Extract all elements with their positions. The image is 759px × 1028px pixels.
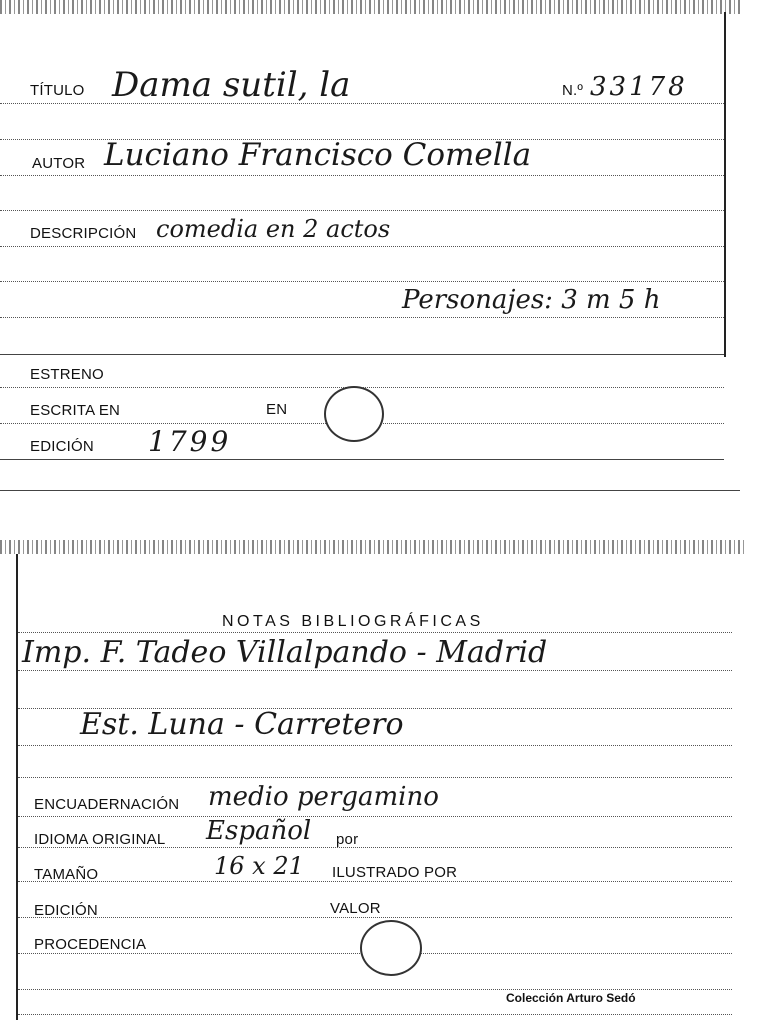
rule-personajes bbox=[0, 317, 724, 318]
notas-heading: NOTAS BIBLIOGRÁFICAS bbox=[222, 613, 484, 630]
titulo-label: TÍTULO bbox=[30, 82, 85, 99]
encuadernacion-label: ENCUADERNACIÓN bbox=[34, 796, 180, 813]
personajes-note: Personajes: 3 m 5 h bbox=[402, 285, 661, 315]
scan-edge-top bbox=[0, 540, 745, 554]
card-left-edge bbox=[16, 554, 18, 1020]
rule-edicion bbox=[0, 459, 724, 460]
rule-2 bbox=[0, 210, 724, 211]
numero-value: 33178 bbox=[590, 72, 688, 102]
procedencia-label: PROCEDENCIA bbox=[34, 936, 147, 953]
card-bottom-edge bbox=[0, 490, 740, 491]
rule-nota-2 bbox=[18, 745, 732, 746]
rule-titulo bbox=[0, 103, 724, 104]
rule-descripcion bbox=[0, 246, 724, 247]
idioma-label: IDIOMA ORIGINAL bbox=[34, 831, 166, 848]
encuadernacion-value: medio pergamino bbox=[208, 782, 439, 812]
autor-label: AUTOR bbox=[32, 155, 86, 172]
nota-1: Imp. F. Tadeo Villalpando - Madrid bbox=[22, 635, 548, 670]
edicion-value: 1799 bbox=[148, 425, 232, 458]
rule-6 bbox=[18, 777, 732, 778]
edicion-label: EDICIÓN bbox=[30, 438, 94, 455]
rule-heading bbox=[18, 632, 732, 633]
catalog-card-back bbox=[0, 540, 745, 1028]
rule-autor bbox=[0, 175, 724, 176]
numero-label: N.º bbox=[562, 82, 584, 99]
escrita-en-label: ESCRITA EN bbox=[30, 402, 121, 419]
nota-2: Est. Luna - Carretero bbox=[80, 707, 404, 742]
punch-hole bbox=[324, 386, 384, 442]
idioma-value: Español bbox=[206, 816, 312, 846]
rule-8 bbox=[18, 1014, 732, 1015]
en-label: EN bbox=[266, 401, 288, 418]
descripcion-value: comedia en 2 actos bbox=[156, 215, 391, 243]
valor-label: VALOR bbox=[330, 900, 381, 917]
por-label: por bbox=[336, 831, 359, 848]
punch-hole bbox=[360, 920, 422, 976]
coleccion-footer: Colección Arturo Sedó bbox=[506, 991, 636, 1005]
card-right-edge bbox=[724, 12, 726, 357]
rule-3 bbox=[0, 281, 724, 282]
titulo-value: Dama sutil, la bbox=[112, 65, 351, 105]
rule-tamano bbox=[18, 881, 732, 882]
rule-encuadernacion bbox=[18, 816, 732, 817]
descripcion-label: DESCRIPCIÓN bbox=[30, 225, 137, 242]
scan-edge-top bbox=[0, 0, 740, 14]
ilustrado-label: ILUSTRADO POR bbox=[332, 864, 458, 881]
rule-7 bbox=[18, 989, 732, 990]
estreno-label: ESTRENO bbox=[30, 366, 104, 383]
rule-edicion-back bbox=[18, 917, 732, 918]
catalog-card-front bbox=[0, 0, 740, 492]
rule-4 bbox=[0, 354, 724, 355]
tamano-label: TAMAÑO bbox=[34, 866, 99, 883]
tamano-value: 16 x 21 bbox=[214, 852, 304, 880]
rule-nota-1 bbox=[18, 670, 732, 671]
autor-value: Luciano Francisco Comella bbox=[104, 137, 532, 173]
edicion-back-label: EDICIÓN bbox=[34, 902, 98, 919]
